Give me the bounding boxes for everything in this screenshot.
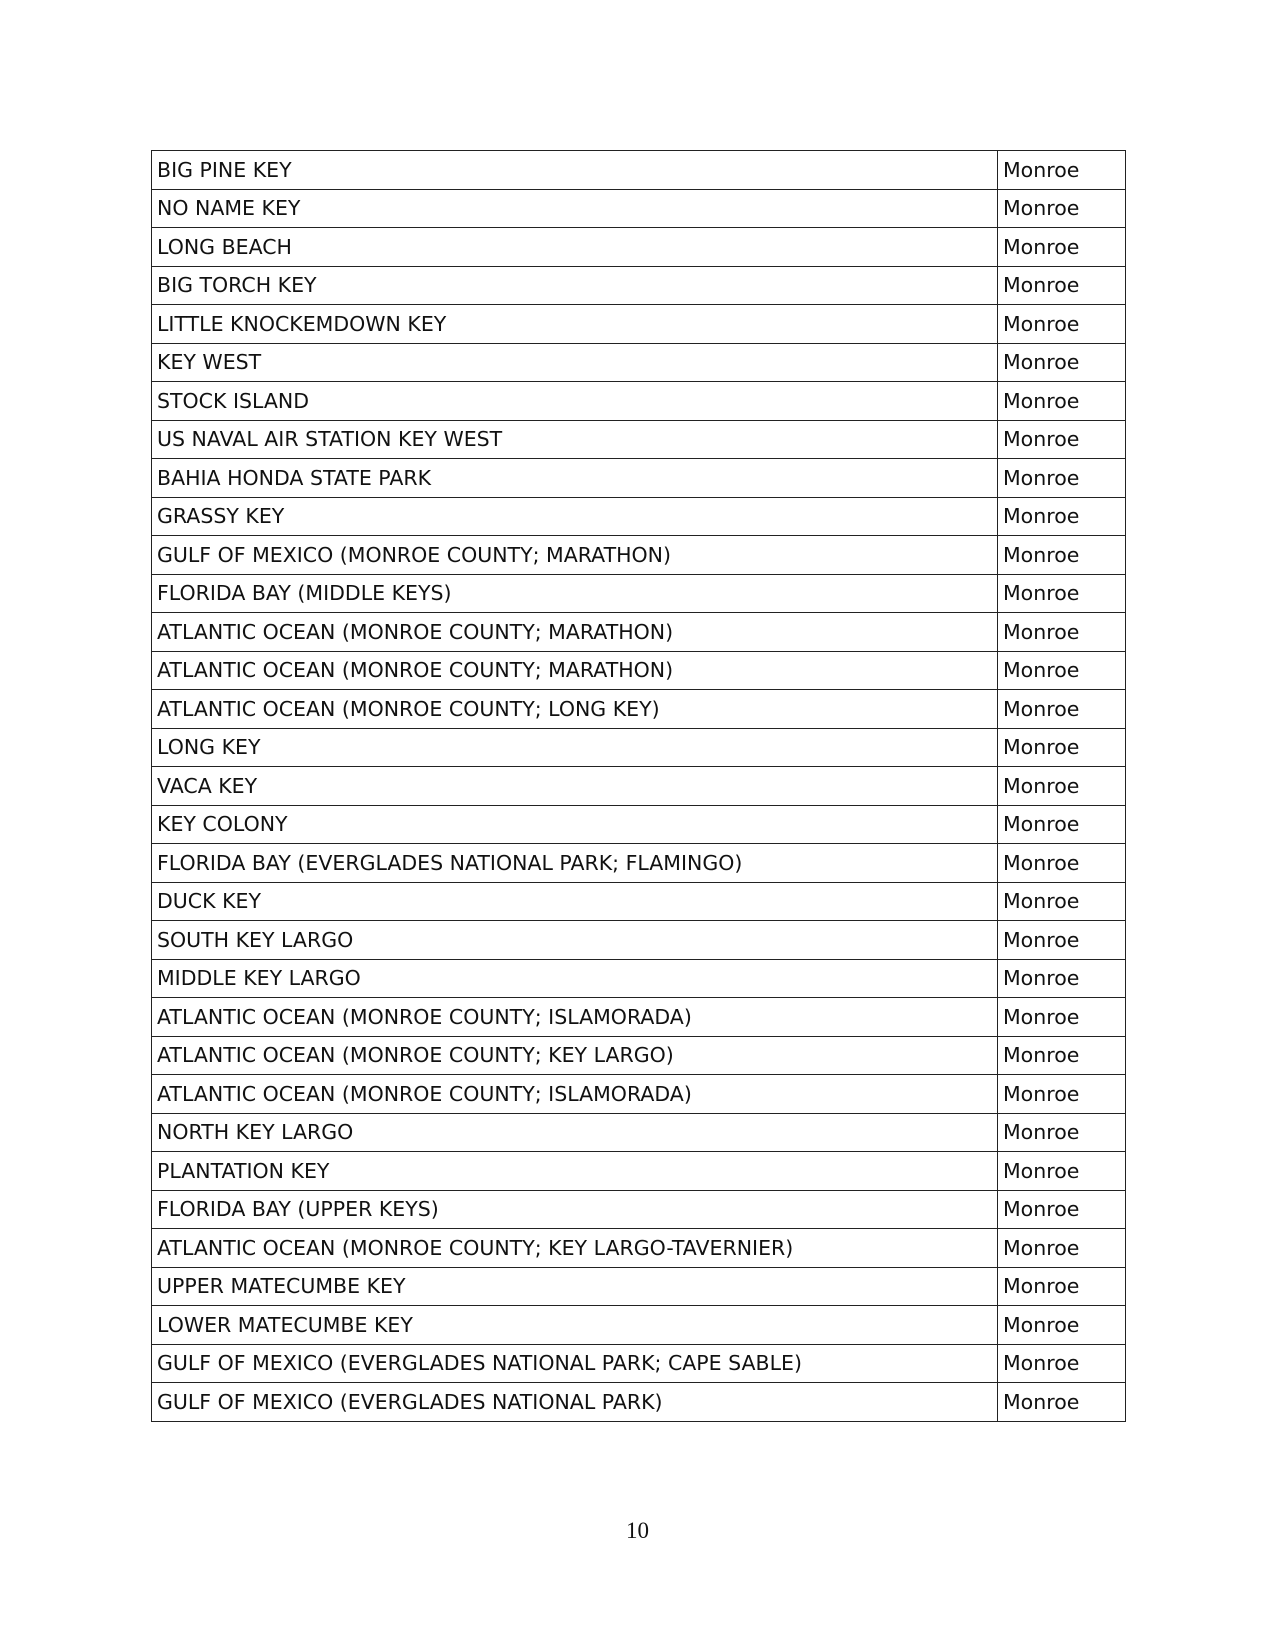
county-cell: Monroe [998, 1383, 1126, 1422]
location-name-cell: GULF OF MEXICO (EVERGLADES NATIONAL PARK; CAPE SABLE) [152, 1344, 998, 1383]
county-cell: Monroe [998, 728, 1126, 767]
county-cell: Monroe [998, 805, 1126, 844]
location-name-cell: NORTH KEY LARGO [152, 1113, 998, 1152]
table-row [152, 420, 1126, 459]
table-row [152, 1075, 1126, 1114]
county-cell: Monroe [998, 459, 1126, 498]
table-row [152, 343, 1126, 382]
table-row [152, 882, 1126, 921]
location-name-cell: LONG BEACH [152, 228, 998, 267]
location-name-cell: KEY WEST [152, 343, 998, 382]
county-cell: Monroe [998, 228, 1126, 267]
table-row [152, 844, 1126, 883]
table-row [152, 1190, 1126, 1229]
table-row [152, 1036, 1126, 1075]
table-row [152, 574, 1126, 613]
table-row [152, 151, 1126, 190]
county-cell: Monroe [998, 1113, 1126, 1152]
location-name-cell: FLORIDA BAY (UPPER KEYS) [152, 1190, 998, 1229]
county-cell: Monroe [998, 1036, 1126, 1075]
county-cell: Monroe [998, 189, 1126, 228]
table-row [152, 305, 1126, 344]
location-name-cell: NO NAME KEY [152, 189, 998, 228]
table-row [152, 1344, 1126, 1383]
table-row [152, 690, 1126, 729]
table-row [152, 497, 1126, 536]
table-row [152, 767, 1126, 806]
location-name-cell: ATLANTIC OCEAN (MONROE COUNTY; ISLAMORADA) [152, 998, 998, 1037]
table-row [152, 266, 1126, 305]
county-cell: Monroe [998, 151, 1126, 190]
county-cell: Monroe [998, 266, 1126, 305]
table-row [152, 189, 1126, 228]
location-name-cell: SOUTH KEY LARGO [152, 921, 998, 960]
county-cell: Monroe [998, 1075, 1126, 1114]
location-name-cell: LITTLE KNOCKEMDOWN KEY [152, 305, 998, 344]
county-cell: Monroe [998, 1190, 1126, 1229]
table-row [152, 613, 1126, 652]
county-cell: Monroe [998, 1229, 1126, 1268]
page-number: 10 [626, 1518, 649, 1543]
location-name-cell: LOWER MATECUMBE KEY [152, 1306, 998, 1345]
location-name-cell: ATLANTIC OCEAN (MONROE COUNTY; MARATHON) [152, 651, 998, 690]
county-cell: Monroe [998, 1267, 1126, 1306]
location-name-cell: ATLANTIC OCEAN (MONROE COUNTY; LONG KEY) [152, 690, 998, 729]
county-cell: Monroe [998, 882, 1126, 921]
location-name-cell: BIG PINE KEY [152, 151, 998, 190]
county-cell: Monroe [998, 690, 1126, 729]
table-row [152, 1306, 1126, 1345]
location-name-cell: ATLANTIC OCEAN (MONROE COUNTY; KEY LARGO) [152, 1036, 998, 1075]
location-table [151, 150, 1126, 1422]
table-row [152, 536, 1126, 575]
location-name-cell: UPPER MATECUMBE KEY [152, 1267, 998, 1306]
county-cell: Monroe [998, 613, 1126, 652]
location-name-cell: ATLANTIC OCEAN (MONROE COUNTY; ISLAMORADA) [152, 1075, 998, 1114]
location-name-cell: LONG KEY [152, 728, 998, 767]
county-cell: Monroe [998, 1306, 1126, 1345]
location-name-cell: GRASSY KEY [152, 497, 998, 536]
table-row [152, 805, 1126, 844]
table-row [152, 959, 1126, 998]
county-cell: Monroe [998, 921, 1126, 960]
county-cell: Monroe [998, 574, 1126, 613]
county-cell: Monroe [998, 536, 1126, 575]
table-row [152, 651, 1126, 690]
table-row [152, 998, 1126, 1037]
table-row [152, 728, 1126, 767]
table-row [152, 228, 1126, 267]
county-cell: Monroe [998, 343, 1126, 382]
location-name-cell: US NAVAL AIR STATION KEY WEST [152, 420, 998, 459]
location-name-cell: DUCK KEY [152, 882, 998, 921]
table-row [152, 1229, 1126, 1268]
county-cell: Monroe [998, 1152, 1126, 1191]
table-row [152, 382, 1126, 421]
county-cell: Monroe [998, 651, 1126, 690]
county-cell: Monroe [998, 305, 1126, 344]
location-name-cell: ATLANTIC OCEAN (MONROE COUNTY; MARATHON) [152, 613, 998, 652]
table-body [152, 151, 1126, 1422]
location-name-cell: VACA KEY [152, 767, 998, 806]
county-cell: Monroe [998, 382, 1126, 421]
table-row [152, 921, 1126, 960]
location-name-cell: GULF OF MEXICO (EVERGLADES NATIONAL PARK) [152, 1383, 998, 1422]
county-cell: Monroe [998, 497, 1126, 536]
county-cell: Monroe [998, 959, 1126, 998]
location-name-cell: GULF OF MEXICO (MONROE COUNTY; MARATHON) [152, 536, 998, 575]
location-name-cell: MIDDLE KEY LARGO [152, 959, 998, 998]
location-name-cell: KEY COLONY [152, 805, 998, 844]
county-cell: Monroe [998, 420, 1126, 459]
location-name-cell: PLANTATION KEY [152, 1152, 998, 1191]
table-row [152, 1383, 1126, 1422]
table-row [152, 459, 1126, 498]
county-cell: Monroe [998, 767, 1126, 806]
location-name-cell: BAHIA HONDA STATE PARK [152, 459, 998, 498]
location-name-cell: BIG TORCH KEY [152, 266, 998, 305]
table-row [152, 1113, 1126, 1152]
county-cell: Monroe [998, 844, 1126, 883]
location-name-cell: STOCK ISLAND [152, 382, 998, 421]
location-name-cell: FLORIDA BAY (EVERGLADES NATIONAL PARK; FLAMINGO) [152, 844, 998, 883]
location-name-cell: ATLANTIC OCEAN (MONROE COUNTY; KEY LARGO-TAVERNIER) [152, 1229, 998, 1268]
table-row [152, 1267, 1126, 1306]
location-name-cell: FLORIDA BAY (MIDDLE KEYS) [152, 574, 998, 613]
table-row [152, 1152, 1126, 1191]
county-cell: Monroe [998, 998, 1126, 1037]
county-cell: Monroe [998, 1344, 1126, 1383]
